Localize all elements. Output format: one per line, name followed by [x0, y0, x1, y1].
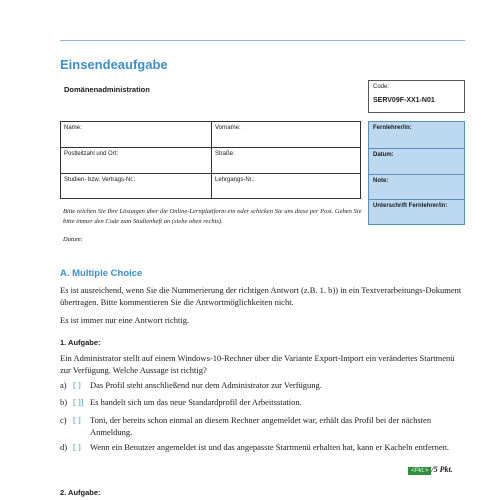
- form-row-divider: [61, 173, 360, 174]
- option-text: Es handelt sich um das neue Standardprofil der Arbeitsstation.: [90, 397, 302, 407]
- note-label: Note:: [373, 178, 389, 184]
- grading-divider: [369, 174, 464, 175]
- points-badge[interactable]: <Pkt.>: [408, 467, 431, 475]
- fernlehrer-label: Fernlehrer/in:: [373, 125, 412, 131]
- points-indicator: [408, 465, 453, 475]
- grading-divider: [369, 199, 464, 200]
- option-checkbox[interactable]: [ ]: [73, 415, 81, 425]
- aufgabe-2-heading: 2. Aufgabe:: [60, 488, 101, 497]
- name-field[interactable]: Name:: [64, 125, 82, 131]
- option-letter: d): [60, 442, 68, 452]
- section-a-note: Es ist immer nur eine Antwort richtig.: [60, 315, 190, 325]
- unterschrift-label: Unterschrift Fernlehrer/in:: [373, 203, 448, 209]
- header-rule: [60, 40, 465, 41]
- form-row-divider: [61, 147, 360, 148]
- page-title: Einsendeaufgabe: [60, 57, 168, 72]
- grading-box: [368, 121, 465, 225]
- lehrgangs-nr-field[interactable]: Lehrgangs-Nr.:: [215, 177, 255, 183]
- student-info-form: [60, 121, 361, 199]
- option-letter: c): [60, 415, 67, 425]
- section-a-intro: Es ist ausreichend, wenn Sie die Nummerierung der richtigen Antwort (z.B. 1. b)) in ein Textverarbeitungs-Dokument übertragen. Bitte kommentieren Sie die Antwortmöglichkeiten nicht.: [60, 285, 462, 307]
- datum-grading-label: Datum:: [373, 152, 394, 158]
- code-label: Code:: [373, 84, 390, 90]
- option-checkbox[interactable]: [ ]: [73, 380, 81, 390]
- page-subtitle: Domänenadministration: [64, 85, 150, 94]
- plz-ort-field[interactable]: Postleitzahl und Ort:: [64, 151, 119, 157]
- section-a-title: A. Multiple Choice: [60, 268, 143, 279]
- code-box: [368, 80, 465, 113]
- points-total: /5 Pkt.: [431, 465, 453, 474]
- option-text: Toni, der bereits schon einmal an diesem Rechner angemeldet war, erhält das Profil bei der nächsten Anmeldung.: [90, 415, 432, 437]
- datum-label: Datum:: [63, 236, 83, 243]
- grading-divider: [369, 148, 464, 149]
- code-value: SERV09F-XX1-N01: [373, 97, 435, 104]
- option-text: Wenn ein Benutzer angemeldet ist und das angepasste Startmenü erhalten hat, kann er Kacheln entfernen.: [90, 442, 450, 452]
- vorname-field[interactable]: Vorname:: [215, 125, 241, 131]
- strasse-field[interactable]: Straße:: [215, 151, 235, 157]
- aufgabe-1-question: Ein Administrator stellt auf einem Windows-10-Rechner über die Variante Export-Import ein verändertes Startmenü zur Verfügung. Welche Aussage ist richtig?: [60, 353, 455, 375]
- aufgabe-1-heading: 1. Aufgabe:: [60, 338, 101, 347]
- option-letter: a): [60, 380, 67, 390]
- option-checkbox[interactable]: [ ]: [73, 442, 81, 452]
- studien-nr-field[interactable]: Studien- bzw. Vertrags-Nr.:: [64, 177, 136, 183]
- option-checkbox[interactable]: [ ]]: [73, 397, 84, 407]
- submission-instructions: Bitte reichen Sie Ihre Lösungen über die Online-Lernplattform ein oder schicken Sie uns diese per Post. Geben Sie bitte immer den Code zum Studienheft an (siehe oben rechts).: [63, 208, 362, 225]
- form-divider: [211, 122, 212, 198]
- option-letter: b): [60, 397, 68, 407]
- option-text: Das Profil steht anschließend nur dem Administrator zur Verfügung.: [90, 380, 322, 390]
